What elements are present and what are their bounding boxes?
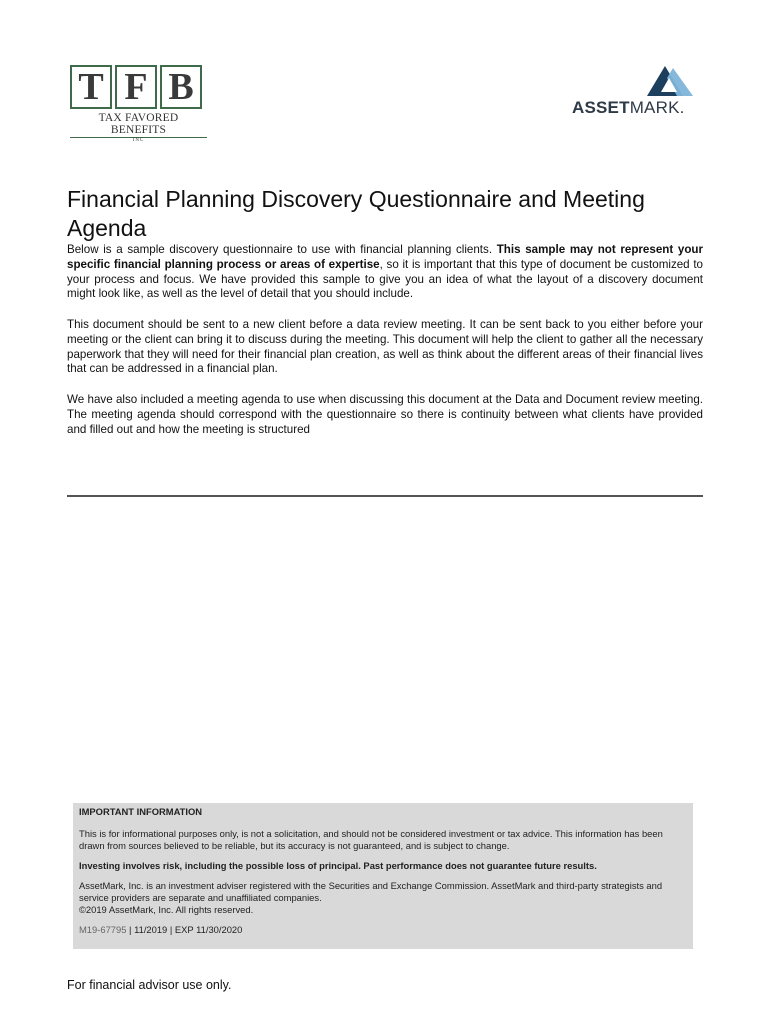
- purpose-paragraph: This document should be sent to a new client before a data review meeting. It can be sent back to you either before your meeting or the client can bring it to discuss during the meeting. This document will help the client to gather all the necessary paperwork that they will need for their financial plan creation, as well as think about the different areas of their financial lives that can be addressed in a financial plan.: [67, 318, 703, 376]
- adviser-text: AssetMark, Inc. is an investment adviser registered with the Securities and Exchange Commission. AssetMark and third-party strategists and service providers are separate and unaffiliated companies.: [79, 880, 663, 903]
- intro-text-end: , so it is important that this type of document be customized to your process and focus. We have provided this sample to give you an idea of what the layout of a discovery document might look like, as well as the level of detail that you should include.: [67, 257, 703, 301]
- assetmark-word-regular: MARK: [629, 98, 680, 117]
- tfb-letter-f: F: [115, 65, 157, 109]
- intro-text-bold: This sample may not represent your specific financial planning process or areas of expertise: [67, 243, 703, 271]
- assetmark-dot: .: [679, 98, 685, 117]
- assetmark-wordmark: [572, 98, 685, 118]
- disclaimer-text: This is for informational purposes only, is not a solicitation, and should not be considered investment or tax advice. This information has been drawn from sources believed to be reliable, but its accuracy is not guaranteed, and is subject to change.: [79, 828, 663, 851]
- page-title: Financial Planning Discovery Questionnaire and Meeting Agenda: [67, 186, 645, 242]
- important-information-heading: IMPORTANT INFORMATION: [79, 806, 203, 817]
- document-code: [79, 924, 687, 936]
- copyright-text: ©2019 AssetMark, Inc. All rights reserved.: [79, 904, 254, 915]
- assetmark-triangle-icon: [647, 64, 693, 98]
- agenda-paragraph: We have also included a meeting agenda to use when discussing this document at the Data and Document review meeting. The meeting agenda should correspond with the questionnaire so there is continuity between what clients have provided and filled out and how the meeting is structured: [67, 393, 703, 436]
- tfb-letter-t: T: [70, 65, 112, 109]
- intro-paragraph: [67, 243, 703, 302]
- risk-text: Investing involves risk, including the possible loss of principal. Past performance does not guarantee future results.: [79, 860, 597, 871]
- tfb-logo: [70, 65, 210, 143]
- tfb-letters: [70, 65, 210, 109]
- footer-note: For financial advisor use only.: [67, 978, 232, 992]
- important-information-box: [73, 803, 693, 949]
- tfb-inc: INC: [132, 138, 145, 143]
- tfb-letter-b: B: [160, 65, 202, 109]
- section-divider: [67, 495, 703, 497]
- tfb-subtitle: TAX FAVORED BENEFITS: [70, 112, 207, 138]
- assetmark-word-bold: ASSET: [572, 98, 630, 117]
- intro-text-start: Below is a sample discovery questionnaire to use with financial planning clients.: [67, 243, 497, 256]
- document-code-dates: | 11/2019 | EXP 11/30/2020: [126, 924, 243, 935]
- document-code-number: M19-67795: [79, 924, 127, 935]
